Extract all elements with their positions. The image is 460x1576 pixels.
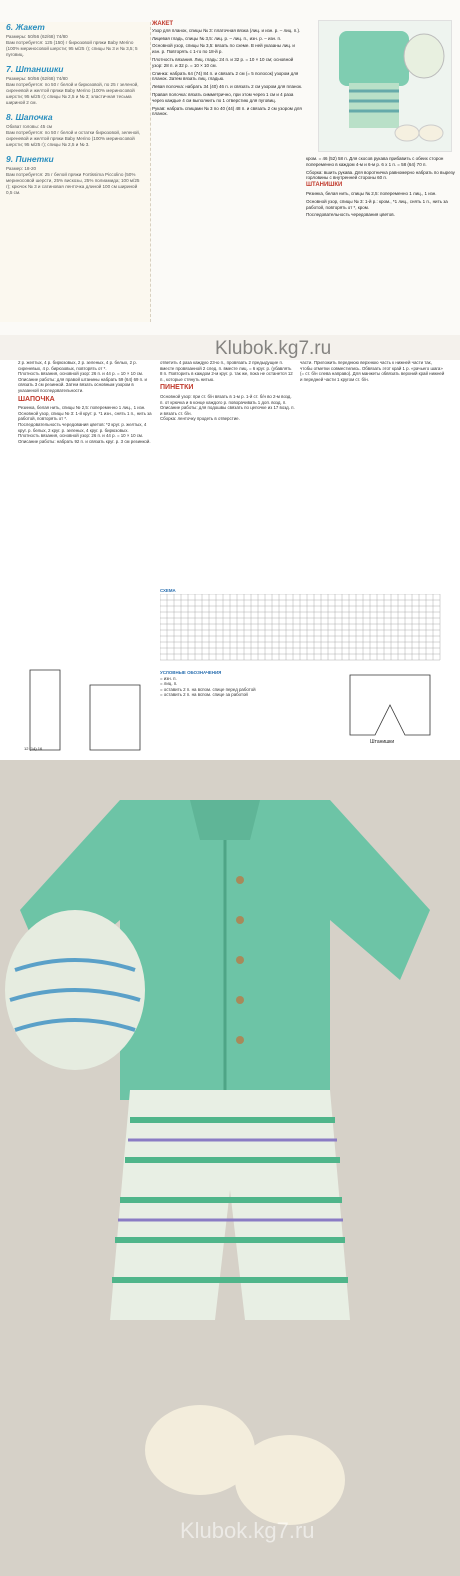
section-text: Обхват головы: 45 см Вам потребуется: по 50 г белой и остатки бирюзовой, зеленой, сиреневой и желтой пряжи Baby Merino (100% мериносовой шерсти; 95 м/25 г); спицы № 2,5 и № 3. xyxy=(6,124,141,147)
legend-item: = оставить 2 п. на вспом. спице за работой xyxy=(160,692,248,698)
jacket-instructions xyxy=(152,22,304,332)
paragraph: ответить 4 раза каждую 23-ю п., провязать 2 предыдущие п. вместе провязанной 2 след. п. вместе лиц. = 6 круг. р. (убавлять 8 п. Повторить в каждом 2-м круг. р. так же, пока не останется 12 п., которые стянуть нитью. xyxy=(160,360,293,382)
paragraph: Спинка: набрать 64 (74) 84 п. и связать 2 см (= 5 полосок) узором для планок. Затем вязать лиц. гладью. xyxy=(152,70,299,82)
paragraph: Узор для планок, спицы № 3: платочная вязка (лиц. и изн. р. – лиц. п.). xyxy=(152,27,301,33)
schema-title-wrap xyxy=(160,588,450,594)
paragraph: Основной узор, спицы № 3: 1-й р.: кром., *1 лиц., снять 1 п., нить за работой, повторять от *, кром. xyxy=(306,198,448,210)
pants-diagram xyxy=(330,665,450,755)
legend-title: УСЛОВНЫЕ ОБОЗНАЧЕНИЯ xyxy=(160,670,222,675)
column-middle xyxy=(160,360,295,422)
set-thumbnail-image xyxy=(318,20,452,152)
schema-block xyxy=(160,588,450,669)
jacket-diagram xyxy=(20,660,150,755)
jacket-title: ЖАКЕТ xyxy=(152,21,174,27)
section-text: Размер: 18-20 Вам потребуется: 25 г белой пряжи Fortissima Piccolino (50% мериносовой шерсти, 25% вискозы, 25% полиамида; 100 м/25 г); крючок № 3 и сатиновая ленточка длиной 100 см шириной 0,5 см. xyxy=(6,166,140,195)
paragraph: Правая полочка: вязать симметрично, при этом через 1 см и 4 раза через каждые 4 см выполнить по 1 отверстию для пуговиц. xyxy=(152,91,294,103)
section-title: 7. Штанишки xyxy=(6,64,64,74)
pants-label: Штанишки xyxy=(370,739,395,745)
section-title: 8. Шапочка xyxy=(6,112,53,122)
paragraph: Основной узор: при ст. б/н вязать в 1-м р. 1-й ст. б/н во 2-м возд. п. от крючка и в конце каждого р. поворачивать 1 доп. возд. п. Описание работы: для подошвы связать по цепочке из 17 возд. п. и вязать ст. б/н. Сборка: ленточку продеть в отверстие. xyxy=(160,393,295,422)
watermark: Klubok.kg7.ru xyxy=(215,338,332,359)
legend-block xyxy=(160,670,320,698)
column-right xyxy=(300,360,445,382)
pattern-page-2 xyxy=(0,360,460,760)
paragraph: Последовательность чередования цветов. xyxy=(306,212,395,218)
sleeve-and-pants-instructions xyxy=(306,156,456,336)
section-text: Размеры: 50/56 (62/68) 74/80 Вам потребуется: 125 (150) г бирюзовой пряжи Baby Merino (100% мериносовой шерсти; 95 м/25 г); спицы № 3 и № 3,5; 5 пуговиц. xyxy=(6,34,138,57)
paragraph: Резинка, белая нить, спицы № 2,5: попеременно 1 лиц., 1 изн. xyxy=(306,190,437,196)
paragraph: Рукав: набрать спицами № 3 по 40 (44) 48 п. и связать 2 см узором для планок. xyxy=(152,105,302,117)
paragraph: Лицевая гладь, спицы № 3,5: лиц. р. – лиц. п., изн. р. – изн. п. xyxy=(152,35,282,41)
section-title: 6. Жакет xyxy=(6,22,45,32)
section-text: Размеры: 50/56 (62/68) 74/80 Вам потребуется: по 50 г белой и бирюзовой, по 25 г зеленой, сиреневой и желтой пряжи Baby Merino (100% мериносовой шерсти; 95 м/25 г); спицы № 2,5 и № 3; эластичная тесьма шириной 2 см. xyxy=(6,76,139,105)
paragraph: Левая полочка: набрать 34 (40) 46 п. и связать 2 см узором для планок. xyxy=(152,84,303,90)
knitted-set-photo xyxy=(0,760,460,1576)
materials-column xyxy=(0,22,151,322)
legend-item: = оставить 2 п. на вспом. спице перед работой xyxy=(160,686,256,692)
knitting-chart xyxy=(160,594,450,664)
paragraph: кром. = 46 (52) 58 п. Для скосов рукава прибавить с обеих сторон попеременно в каждом 4-м и 6-м р. 6 х 1 п. = 58 (64) 70 п. xyxy=(306,156,444,167)
paragraph: 2 р. желтых, 4 р. бирюзовых, 2 р. зеленых, 4 р. белых, 2 р. сиреневых, 4 р. бирюзовых, повторять от *. Плотность вязания, основной узор: 26 п. и 44 р. = 10 × 10 см. Описание работы: для правой штанины набрать 59 (64) 69 п. и связать 3 см резинкой. Затем вязать основным узором в указанной последовательности. xyxy=(18,360,147,393)
section-booties xyxy=(0,154,150,196)
section-pants xyxy=(0,64,150,106)
column-left xyxy=(18,360,153,444)
schema-title: СХЕМА xyxy=(160,588,176,593)
watermark: Klubok.kg7.ru xyxy=(180,1518,315,1543)
dimension-label: 12 (14) 16 xyxy=(24,746,43,751)
legend-item: = изн. п. xyxy=(160,675,177,681)
paragraph: Плотность вязания. Лиц. гладь: 24 п. и 32 р. = 10 × 10 см; основной узор: 28 п. и 32 р. = 10 × 10 см. xyxy=(152,56,294,68)
pants-title: ШТАНИШКИ xyxy=(306,182,343,189)
section-title: 9. Пинетки xyxy=(6,154,54,164)
paragraph: части. Приложить переднюю верхнюю часть к нижней части так, чтобы отметки совместились. Обвязать этот край 1 р. «рачьего шага» (= ст. б/н слева направо). Для манжеты обвязать верхний край нижней и передней части 1 кругом ст. б/н. xyxy=(300,360,445,382)
hat-title: ШАПОЧКА xyxy=(18,395,55,403)
booties-title: ПИНЕТКИ xyxy=(160,384,194,392)
section-jacket xyxy=(0,22,150,58)
paragraph: Сборка: вшить рукава. Для воротничка равномерно набрать по вырезу горловины с внутренней стороны 60 п. xyxy=(306,169,455,181)
legend-item: = лиц. п. xyxy=(160,681,178,687)
paragraph: Основной узор, спицы № 3,5: вязать по схеме. В ней указаны лиц. и изн. р. Повторять с 1-го по 18-й р. xyxy=(152,43,295,55)
section-hat xyxy=(0,112,150,148)
paragraph: Резинка, белая нить, спицы № 2,5: попеременно 1 лиц., 1 изн. Основной узор, спицы № 3: 1-й круг: р. *1 изн., снять 1 п., нить за работой, повторять от *. Последовательность чередования цветов: *2 круг. р. желтых, 4 круг. р. белых, 2 круг. р. зеленых, 4 круг. р. бирюзовых. Плотность вязания, основной узор: 26 п. и 44 р. = 10 × 10 см. Описание работы: набрать 92 п. и связать круг. р. 3 см резинкой. xyxy=(18,405,152,444)
